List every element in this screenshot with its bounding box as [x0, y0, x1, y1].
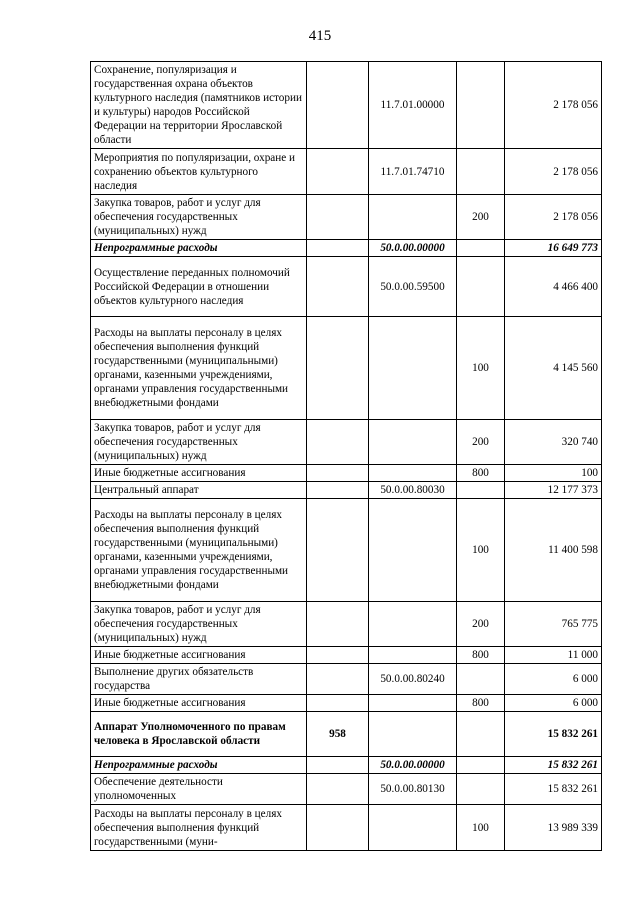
row-amount-cell: 12 177 373 — [505, 482, 602, 499]
row-amount-cell: 4 145 560 — [505, 317, 602, 420]
row-expense-type-cell — [457, 664, 505, 695]
table-row — [91, 195, 602, 240]
row-name-cell: Аппарат Уполномоченного по правам человека в Ярославской области — [91, 712, 307, 757]
row-code-cell — [369, 195, 457, 240]
row-name-cell: Непрограммные расходы — [91, 240, 307, 257]
row-name-cell: Закупка товаров, работ и услуг для обеспечения государственных (муниципальных) нужд — [91, 602, 307, 647]
table-row — [91, 602, 602, 647]
row-amount-cell: 2 178 056 — [505, 149, 602, 195]
row-department-cell — [307, 805, 369, 851]
row-code-cell: 11.7.01.00000 — [369, 62, 457, 149]
budget-table — [90, 61, 602, 851]
row-code-cell — [369, 602, 457, 647]
row-department-cell — [307, 317, 369, 420]
table-row — [91, 757, 602, 774]
row-expense-type-cell — [457, 482, 505, 499]
row-name-cell: Закупка товаров, работ и услуг для обеспечения государственных (муниципальных) нужд — [91, 195, 307, 240]
table-row — [91, 62, 602, 149]
table-row — [91, 774, 602, 805]
row-expense-type-cell: 200 — [457, 420, 505, 465]
row-amount-cell: 765 775 — [505, 602, 602, 647]
table-row — [91, 664, 602, 695]
row-department-cell — [307, 664, 369, 695]
table-row — [91, 647, 602, 664]
row-expense-type-cell: 800 — [457, 695, 505, 712]
row-code-cell — [369, 317, 457, 420]
row-code-cell: 50.0.00.00000 — [369, 757, 457, 774]
row-expense-type-cell: 800 — [457, 647, 505, 664]
row-name-cell: Центральный аппарат — [91, 482, 307, 499]
row-amount-cell: 4 466 400 — [505, 257, 602, 317]
row-amount-cell: 100 — [505, 465, 602, 482]
row-department-cell — [307, 195, 369, 240]
row-department-cell — [307, 420, 369, 465]
row-code-cell: 50.0.00.80240 — [369, 664, 457, 695]
row-name-cell: Расходы на выплаты персоналу в целях обеспечения выполнения функций государственными (муниципальными) органами, казенными учреждениями, органами управления государственными внебюджетными фондами — [91, 499, 307, 602]
row-expense-type-cell: 200 — [457, 195, 505, 240]
row-amount-cell: 320 740 — [505, 420, 602, 465]
table-row — [91, 420, 602, 465]
row-expense-type-cell — [457, 149, 505, 195]
row-code-cell — [369, 647, 457, 664]
row-department-cell — [307, 499, 369, 602]
row-code-cell: 50.0.00.80030 — [369, 482, 457, 499]
row-code-cell — [369, 499, 457, 602]
row-department-cell — [307, 602, 369, 647]
row-department-cell — [307, 240, 369, 257]
row-code-cell — [369, 695, 457, 712]
row-department-cell — [307, 695, 369, 712]
row-amount-cell: 15 832 261 — [505, 774, 602, 805]
row-department-cell — [307, 482, 369, 499]
row-name-cell: Иные бюджетные ассигнования — [91, 465, 307, 482]
row-code-cell: 50.0.00.00000 — [369, 240, 457, 257]
row-name-cell: Обеспечение деятельности уполномоченных — [91, 774, 307, 805]
row-expense-type-cell — [457, 774, 505, 805]
row-expense-type-cell: 100 — [457, 317, 505, 420]
row-expense-type-cell: 800 — [457, 465, 505, 482]
row-name-cell: Иные бюджетные ассигнования — [91, 647, 307, 664]
row-department-cell — [307, 774, 369, 805]
table-row — [91, 482, 602, 499]
row-expense-type-cell: 100 — [457, 805, 505, 851]
row-name-cell: Иные бюджетные ассигнования — [91, 695, 307, 712]
row-department-cell — [307, 62, 369, 149]
table-row — [91, 257, 602, 317]
row-expense-type-cell — [457, 712, 505, 757]
row-department-cell — [307, 465, 369, 482]
row-expense-type-cell: 200 — [457, 602, 505, 647]
row-department-cell — [307, 757, 369, 774]
table-row — [91, 805, 602, 851]
row-amount-cell: 11 000 — [505, 647, 602, 664]
row-code-cell — [369, 805, 457, 851]
table-row — [91, 149, 602, 195]
row-department-cell — [307, 149, 369, 195]
row-amount-cell: 2 178 056 — [505, 62, 602, 149]
budget-table-body — [91, 62, 602, 851]
row-amount-cell: 2 178 056 — [505, 195, 602, 240]
row-expense-type-cell — [457, 257, 505, 317]
row-code-cell — [369, 465, 457, 482]
row-department-cell — [307, 257, 369, 317]
row-department-cell — [307, 647, 369, 664]
row-amount-cell: 11 400 598 — [505, 499, 602, 602]
page-number: 415 — [308, 28, 332, 44]
row-name-cell: Закупка товаров, работ и услуг для обеспечения государственных (муниципальных) нужд — [91, 420, 307, 465]
table-row — [91, 465, 602, 482]
row-expense-type-cell — [457, 757, 505, 774]
table-row — [91, 317, 602, 420]
row-code-cell: 11.7.01.74710 — [369, 149, 457, 195]
row-code-cell: 50.0.00.80130 — [369, 774, 457, 805]
table-row — [91, 240, 602, 257]
table-row — [91, 695, 602, 712]
row-amount-cell: 13 989 339 — [505, 805, 602, 851]
row-department-cell: 958 — [307, 712, 369, 757]
row-code-cell — [369, 712, 457, 757]
row-amount-cell: 15 832 261 — [505, 712, 602, 757]
row-amount-cell: 16 649 773 — [505, 240, 602, 257]
row-amount-cell: 6 000 — [505, 664, 602, 695]
row-amount-cell: 15 832 261 — [505, 757, 602, 774]
row-code-cell: 50.0.00.59500 — [369, 257, 457, 317]
row-name-cell: Непрограммные расходы — [91, 757, 307, 774]
row-expense-type-cell: 100 — [457, 499, 505, 602]
row-name-cell: Расходы на выплаты персоналу в целях обеспечения выполнения функций государственными (муниципальными) органами, казенными учреждениями, органами управления государственными внебюджетными фондами — [91, 317, 307, 420]
row-expense-type-cell — [457, 62, 505, 149]
row-code-cell — [369, 420, 457, 465]
row-name-cell: Осуществление переданных полномочий Российской Федерации в отношении объектов культурного наследия — [91, 257, 307, 317]
row-name-cell: Сохранение, популяризация и государственная охрана объектов культурного наследия (памятников истории и культуры) народов Российской Федерации на территории Ярославской области — [91, 62, 307, 149]
row-name-cell: Выполнение других обязательств государства — [91, 664, 307, 695]
row-name-cell: Мероприятия по популяризации, охране и сохранению объектов культурного наследия — [91, 149, 307, 195]
row-expense-type-cell — [457, 240, 505, 257]
table-row — [91, 712, 602, 757]
row-name-cell: Расходы на выплаты персоналу в целях обеспечения выполнения функций государственными (муни- — [91, 805, 307, 851]
row-amount-cell: 6 000 — [505, 695, 602, 712]
table-row — [91, 499, 602, 602]
